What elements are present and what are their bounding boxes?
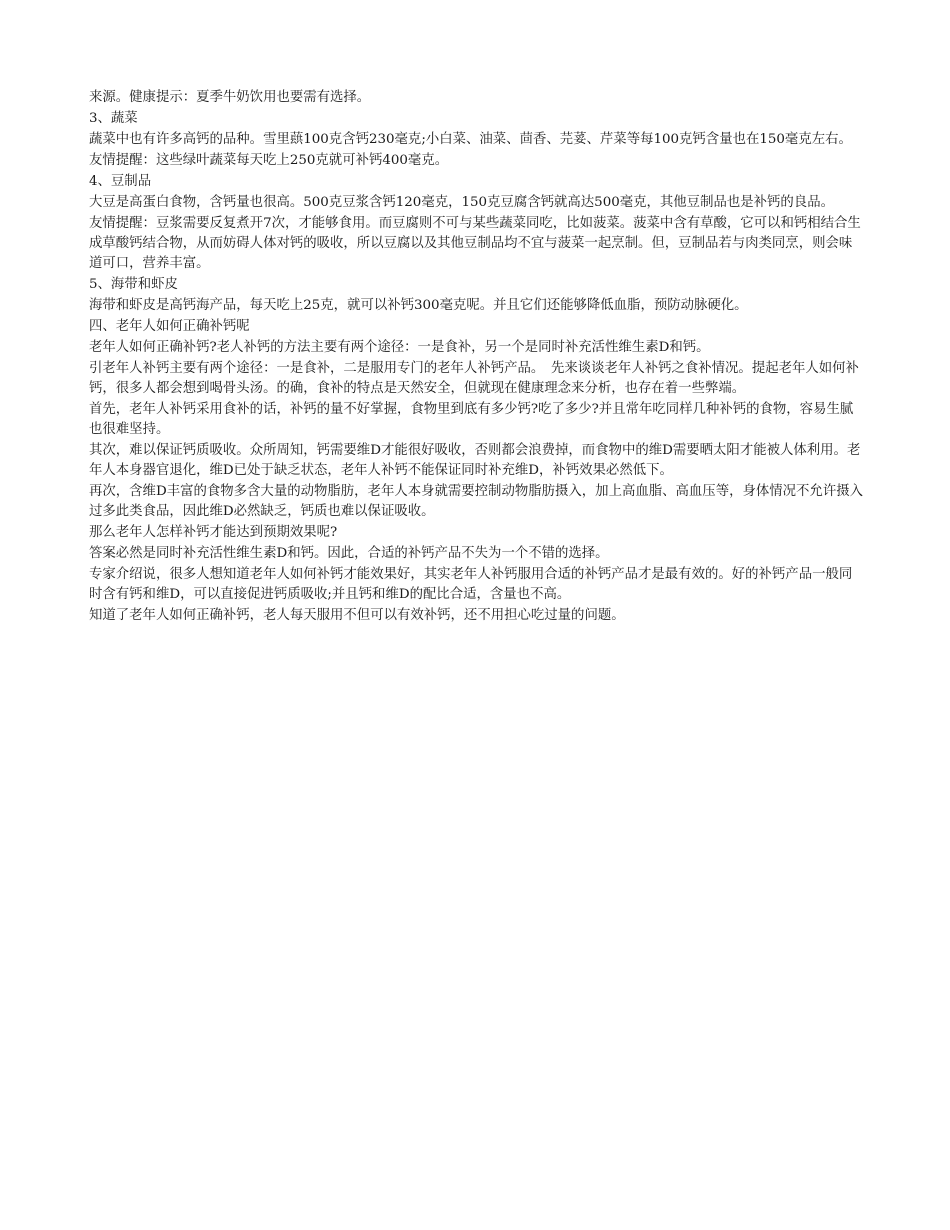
paragraph-vegetables: 蔬菜中也有许多高钙的品种。雪里蕻100克含钙230毫克;小白菜、油菜、茴香、芫荽、芹菜等每100克钙含量也在150毫克左右。 — [89, 132, 852, 147]
paragraph-first: 首先，老年人补钙采用食补的话，补钙的量不好掌握，食物里到底有多少钙?吃了多少?并且常年吃同样几种补钙的食物，容易生腻也很难坚持。 — [89, 402, 854, 437]
paragraph-answer: 答案必然是同时补充活性维生素D和钙。因此，合适的补钙产品不失为一个不错的选择。 — [89, 546, 609, 561]
paragraph-elderly-intro: 老年人如何正确补钙?老人补钙的方法主要有两个途径：一是食补，另一个是同时补充活性维生素D和钙。 — [89, 340, 710, 355]
section-heading-elderly: 四、老年人如何正确补钙呢 — [89, 319, 250, 334]
paragraph-seaweed: 海带和虾皮是高钙海产品，每天吃上25克，就可以补钙300毫克呢。并且它们还能够降低血脂，预防动脉硬化。 — [89, 298, 748, 313]
paragraph-third: 再次，含维D丰富的食物多含大量的动物脂肪，老年人本身就需要控制动物脂肪摄入，加上高血脂、高血压等，身体情况不允许摄入过多此类食品，因此维D必然缺乏，钙质也难以保证吸收。 — [89, 484, 863, 519]
section-heading-vegetables: 3、蔬菜 — [89, 111, 138, 126]
paragraph-expert: 专家介绍说，很多人想知道老年人如何补钙才能效果好，其实老年人补钙服用合适的补钙产品才是最有效的。好的补钙产品一般同时含有钙和维D，可以直接促进钙质吸收;并且钙和维D的配比合适，含量也不高。 — [89, 567, 853, 602]
paragraph-second: 其次，难以保证钙质吸收。众所周知，钙需要维D才能很好吸收，否则都会浪费掉，而食物中的维D需要晒太阳才能被人体利用。老年人本身器官退化，维D已处于缺乏状态，老年人补钙不能保证同时补充维D，补钙效果必然低下。 — [89, 443, 861, 478]
section-heading-soy: 4、豆制品 — [89, 174, 152, 189]
section-heading-seaweed: 5、海带和虾皮 — [89, 277, 178, 292]
paragraph-soy-tip: 友情提醒：豆浆需要反复煮开7次，才能够食用。而豆腐则不可与某些蔬菜同吃，比如菠菜。菠菜中含有草酸，它可以和钙相结合生成草酸钙结合物，从而妨碍人体对钙的吸收，所以豆腐以及其他豆制品均不宜与菠菜一起烹制。但，豆制品若与肉类同烹，则会味道可口，营养丰富。 — [89, 216, 861, 271]
paragraph-conclusion: 知道了老年人如何正确补钙，老人每天服用不但可以有效补钙，还不用担心吃过量的问题。 — [89, 608, 625, 623]
document-body — [89, 88, 865, 627]
paragraph-vegetables-tip: 友情提醒：这些绿叶蔬菜每天吃上250克就可补钙400毫克。 — [89, 153, 449, 168]
paragraph-elderly-food: 引老年人补钙主要有两个途径：一是食补，二是服用专门的老年人补钙产品。 先来谈谈老年人补钙之食补情况。提起老年人如何补钙，很多人都会想到喝骨头汤。的确，食补的特点是天然安全，但就现在健康理念来分析，也存在着一些弊端。 — [89, 361, 859, 396]
paragraph-question: 那么老年人怎样补钙才能达到预期效果呢? — [89, 525, 338, 540]
paragraph-intro-tail: 来源。健康提示：夏季牛奶饮用也要需有选择。 — [89, 90, 371, 105]
paragraph-soy: 大豆是高蛋白食物，含钙量也很高。500克豆浆含钙120毫克，150克豆腐含钙就高达500毫克，其他豆制品也是补钙的良品。 — [89, 195, 834, 210]
